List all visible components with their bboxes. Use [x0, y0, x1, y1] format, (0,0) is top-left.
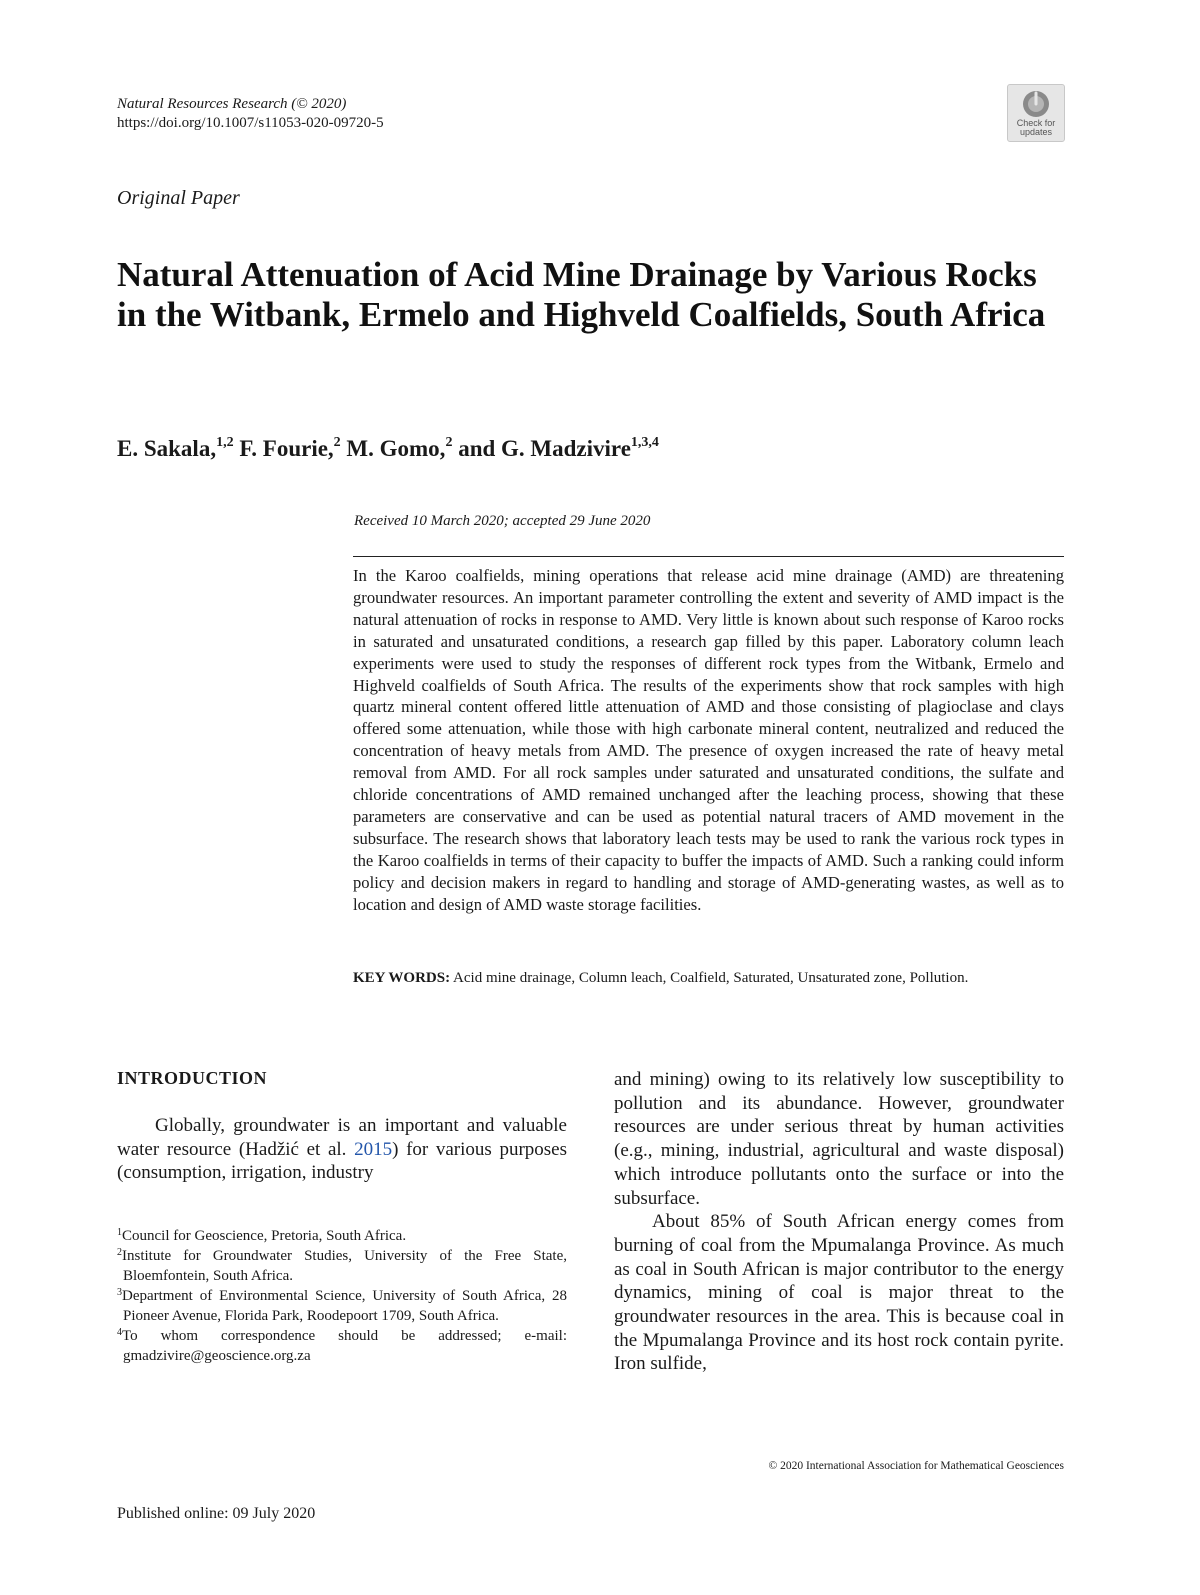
section-heading: INTRODUCTION [117, 1068, 268, 1088]
check-updates-label-2: updates [1019, 127, 1053, 137]
paragraph: and mining) owing to its relatively low susceptibility to pollution and its abundance. However, groundwater resources are under serious threat by human activities (e.g., mining, industrial, agricultural and waste disposal) which introduce pollutants onto the surface or into the subsurface. [614, 1069, 1064, 1209]
left-column [117, 1114, 567, 1185]
author-affiliation: 2 [445, 435, 453, 450]
copyright-notice: © 2020 International Association for Mathematical Geosciences [768, 1460, 1064, 1472]
keywords-text: Acid mine drainage, Column leach, Coalfield, Saturated, Unsaturated zone, Pollution. [453, 970, 969, 986]
footnote [117, 1286, 567, 1326]
footnote-number: 1 [117, 1227, 122, 1238]
footnote-text: Institute for Groundwater Studies, University of the Free State, Bloemfontein, South Africa. [122, 1248, 567, 1284]
abstract: In the Karoo coalfields, mining operations that release acid mine drainage (AMD) are threatening groundwater resources. An important parameter controlling the extent and severity of AMD impact is the natural attenuation of rocks in response to AMD. Very little is known about such response of Karoo rocks in saturated and unsaturated conditions, a research gap filled by this paper. Laboratory column leach experiments were used to study the responses of different rock types from the Witbank, Ermelo and Highveld coalfields of South Africa. The results of the experiments show that rock samples with high quartz mineral content offered little attenuation of AMD and those consisting of plagioclase and clays offered some attenuation, while those with high carbonate mineral content, neutralized and reduced the concentration of heavy metals from AMD. The presence of oxygen increased the rate of heavy metal removal from AMD. For all rock samples under saturated and unsaturated conditions, the sulfate and chloride concentrations of AMD remained unchanged after the leaching process, showing that these parameters are conservative and can be used as potential natural tracers of AMD movement in the subsurface. The research shows that laboratory leach tests may be used to rank the various rock types in the Karoo coalfields in terms of their capacity to buffer the impacts of AMD. Such a ranking could inform policy and decision makers in regard to handling and storage of AMD-generating wastes, as well as to location and design of AMD waste storage facilities. [353, 566, 1064, 914]
keywords [353, 968, 1064, 988]
author-name: M. Gomo, [346, 436, 446, 461]
paper-title: Natural Attenuation of Acid Mine Drainage by Various Rocks in the Witbank, Ermelo and Highveld Coalfields, South Africa [117, 255, 1046, 334]
article-type: Original Paper [117, 187, 240, 209]
author-name: and G. Madzivire [458, 436, 631, 461]
received-dates: Received 10 March 2020; accepted 29 June 2020 [354, 513, 651, 529]
footnote-text: Department of Environmental Science, University of South Africa, 28 Pioneer Avenue, Florida Park, Roodepoort 1709, South Africa. [122, 1288, 567, 1324]
doi-link[interactable]: https://doi.org/10.1007/s11053-020-09720-5 [117, 115, 384, 131]
check-updates-icon [1021, 89, 1051, 119]
paragraph: About 85% of South African energy comes from burning of coal from the Mpumalanga Province. As much as coal in South African is major contributor to the energy dynamics, mining of coal is major threat to the groundwater resources in the area. This is because coal in the Mpumalanga Province and its host rock contain pyrite. Iron sulfide, [614, 1211, 1064, 1375]
author-affiliation: 1,3,4 [630, 435, 659, 450]
footnote [117, 1246, 567, 1286]
footnote-number: 3 [117, 1287, 122, 1298]
keywords-label: KEY WORDS: [353, 970, 451, 986]
right-column [614, 1068, 1064, 1376]
footnotes [117, 1226, 567, 1366]
author-affiliation: 1,2 [216, 435, 234, 450]
footnote [117, 1226, 567, 1246]
paragraph-text: ) for various purposes (consumption, irrigation, industry [117, 1138, 568, 1184]
paragraph [117, 1114, 567, 1185]
check-updates-label-1: Check for [1016, 118, 1056, 128]
check-for-updates-button[interactable] [1007, 84, 1065, 142]
author-name: F. Fourie, [239, 436, 334, 461]
author-affiliation: 2 [333, 435, 341, 450]
paragraph-text: Globally, groundwater is an important and valuable water resource (Hadžić et al. [117, 1115, 567, 1160]
author-list [117, 434, 659, 464]
footnote-text: Council for Geoscience, Pretoria, South Africa. [122, 1228, 407, 1244]
journal-name: Natural Resources Research (© 2020) [117, 96, 347, 112]
abstract-divider [353, 556, 1064, 557]
author-name: E. Sakala, [117, 436, 217, 461]
footnote-number: 4 [117, 1327, 122, 1338]
footnote-number: 2 [117, 1247, 122, 1258]
footnote-text: To whom correspondence should be addressed; e-mail: gmadzivire@geoscience.org.za [122, 1328, 567, 1364]
publication-date: Published online: 09 July 2020 [117, 1505, 316, 1522]
citation-link[interactable]: 2015 [354, 1138, 393, 1160]
footnote [117, 1326, 567, 1366]
